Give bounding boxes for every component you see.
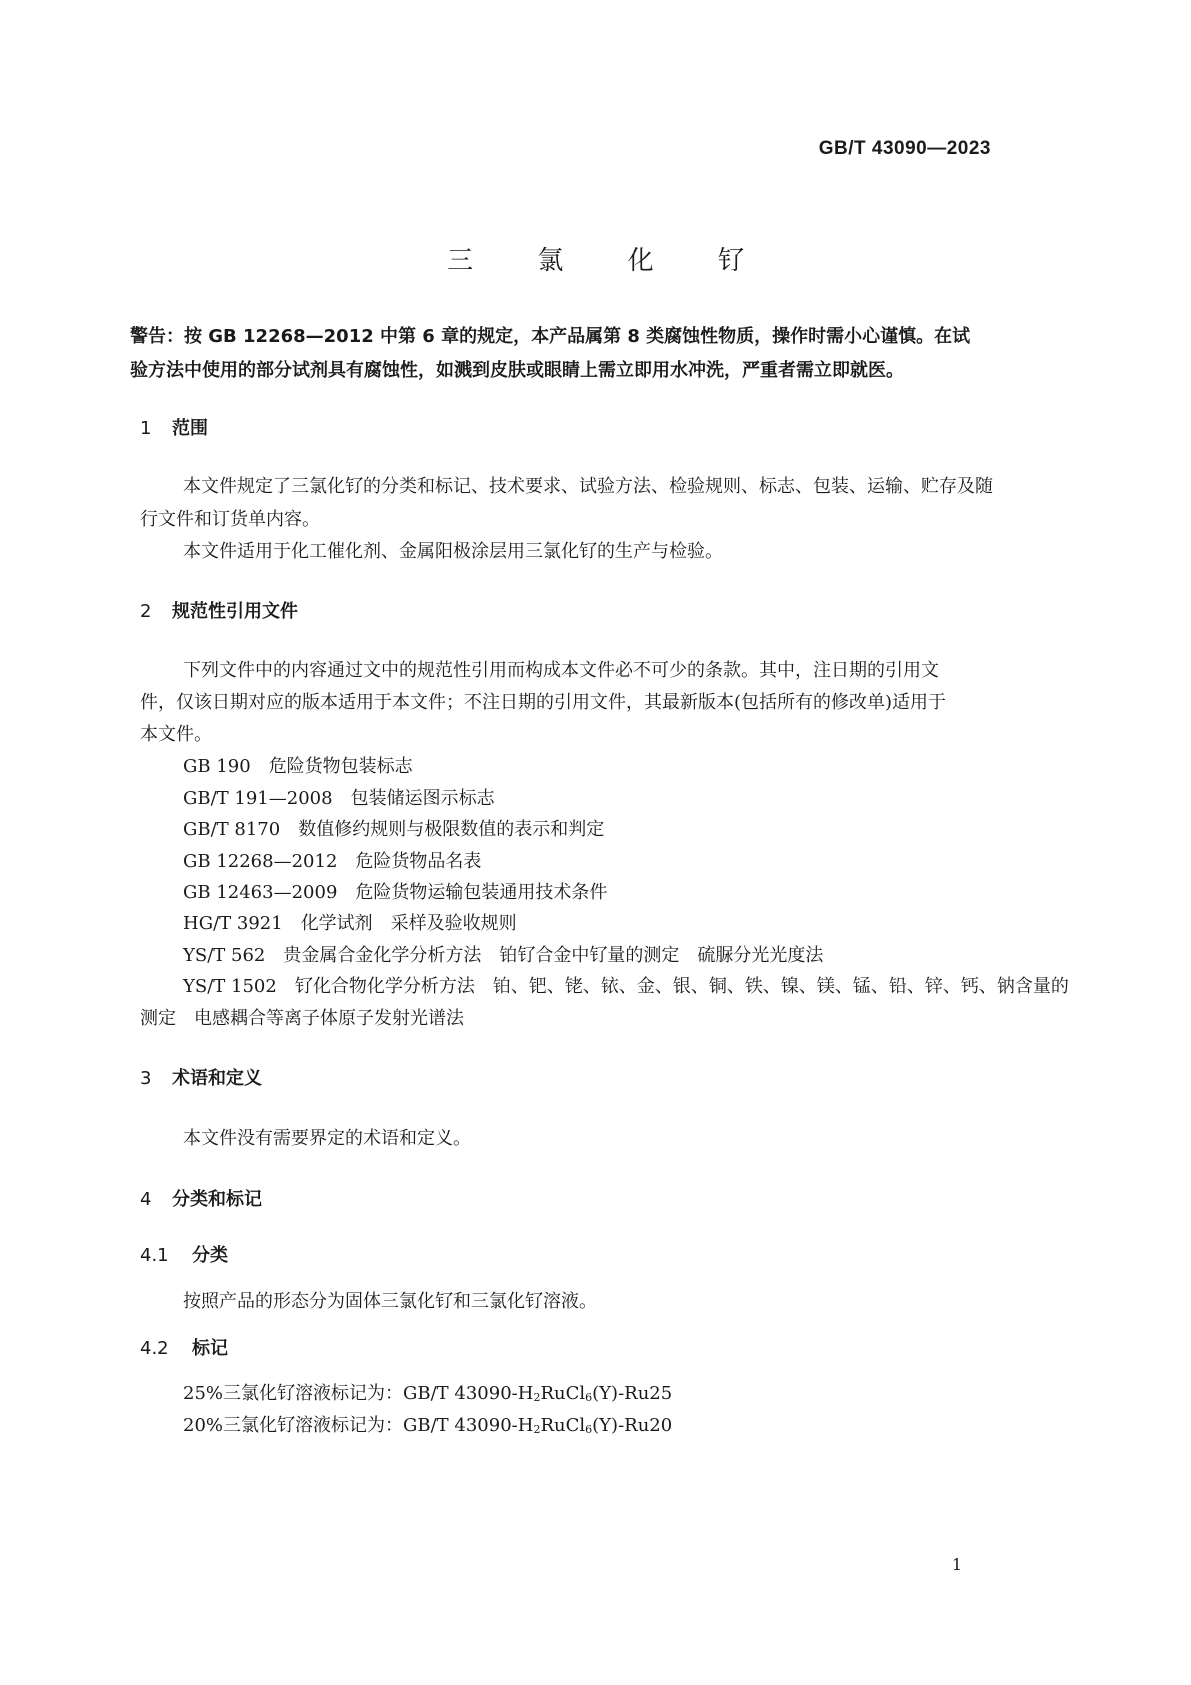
section-title: 分类和标记 <box>172 1189 262 1210</box>
marking-example-1: 25%三氯化钌溶液标记为：GB/T $43090-H_2RuCl_6(Y)-Ru25$ <box>183 1383 673 1404</box>
reference-code: GB/T 8170 <box>183 819 281 840</box>
subsection-4-2-heading <box>140 1334 228 1360</box>
section-number: 1 <box>140 418 152 439</box>
subsection-title: 分类 <box>192 1245 228 1266</box>
reference-item <box>183 847 481 873</box>
subsection-4-1-paragraph: 按照产品的形态分为固体三氯化钌和三氯化钌溶液。 <box>183 1291 597 1312</box>
reference-item <box>183 941 823 967</box>
reference-code: GB 12268—2012 <box>183 851 338 872</box>
reference-item <box>183 752 413 778</box>
document-title: 三 氯 化 钌 <box>447 246 772 276</box>
reference-title: 危险货物品名表 <box>355 851 482 872</box>
section-1-heading <box>140 414 208 440</box>
reference-code: GB/T 191—2008 <box>183 788 333 809</box>
marking-example-2: 20%三氯化钌溶液标记为：GB/T $43090-H_2RuCl_6(Y)-Ru20$ <box>183 1415 673 1436</box>
reference-item <box>183 972 1069 998</box>
section-title: 范围 <box>172 418 208 439</box>
section-number: 2 <box>140 601 152 622</box>
reference-title: 包装储运图示标志 <box>350 788 495 809</box>
reference-item <box>183 909 517 935</box>
subsection-4-1-heading <box>140 1241 228 1267</box>
section-1-paragraph-line: 本文件规定了三氯化钌的分类和标记、技术要求、试验方法、检验规则、标志、包装、运输、贮存及随 <box>183 476 993 497</box>
reference-code: YS/T 1502 <box>183 976 277 997</box>
reference-item <box>183 878 607 904</box>
reference-title: 数值修约规则与极限数值的表示和判定 <box>298 819 605 840</box>
section-2-paragraph-line: 下列文件中的内容通过文中的规范性引用而构成本文件必不可少的条款。其中，注日期的引用文 <box>183 660 939 681</box>
reference-code: GB 190 <box>183 756 251 777</box>
standard-number: GB/T 43090—2023 <box>818 138 991 159</box>
section-3-heading <box>140 1064 262 1090</box>
reference-title: 化学试剂 采样及验收规则 <box>300 913 517 934</box>
reference-item <box>183 784 495 810</box>
subsection-number: 4.2 <box>140 1338 169 1359</box>
section-2-paragraph-line: 本文件。 <box>140 724 212 745</box>
reference-code: HG/T 3921 <box>183 913 283 934</box>
section-1-paragraph: 本文件适用于化工催化剂、金属阳极涂层用三氯化钌的生产与检验。 <box>183 541 723 562</box>
subsection-number: 4.1 <box>140 1245 169 1266</box>
section-3-paragraph: 本文件没有需要界定的术语和定义。 <box>183 1128 471 1149</box>
reference-title: 钌化合物化学分析方法 铂、钯、铑、铱、金、银、铜、铁、镍、镁、锰、铅、锌、钙、钠含量的 <box>294 976 1069 997</box>
section-number: 4 <box>140 1189 152 1210</box>
reference-code: GB 12463—2009 <box>183 882 338 903</box>
section-title: 术语和定义 <box>172 1068 262 1089</box>
section-title: 规范性引用文件 <box>172 601 298 622</box>
warning-line-1: 警告：按 GB 12268—2012 中第 6 章的规定，本产品属第 8 类腐蚀性物质，操作时需小心谨慎。在试 <box>130 326 971 347</box>
reference-code: YS/T 562 <box>183 945 266 966</box>
reference-item-continuation: 测定 电感耦合等离子体原子发射光谱法 <box>140 1008 464 1029</box>
section-1-paragraph-line: 行文件和订货单内容。 <box>140 509 320 530</box>
reference-title: 危险货物包装标志 <box>268 756 413 777</box>
reference-title: 危险货物运输包装通用技术条件 <box>355 882 608 903</box>
warning-line-2: 验方法中使用的部分试剂具有腐蚀性，如溅到皮肤或眼睛上需立即用水冲洗，严重者需立即就医。 <box>130 360 904 381</box>
section-4-heading <box>140 1185 262 1211</box>
section-number: 3 <box>140 1068 152 1089</box>
reference-title: 贵金属合金化学分析方法 铂钌合金中钌量的测定 硫脲分光光度法 <box>283 945 824 966</box>
subsection-title: 标记 <box>192 1338 228 1359</box>
section-2-paragraph-line: 件，仅该日期对应的版本适用于本文件；不注日期的引用文件，其最新版本(包括所有的修改单)适用于 <box>140 692 947 713</box>
page-number: 1 <box>951 1555 962 1574</box>
reference-item <box>183 815 604 841</box>
section-2-heading <box>140 597 298 623</box>
